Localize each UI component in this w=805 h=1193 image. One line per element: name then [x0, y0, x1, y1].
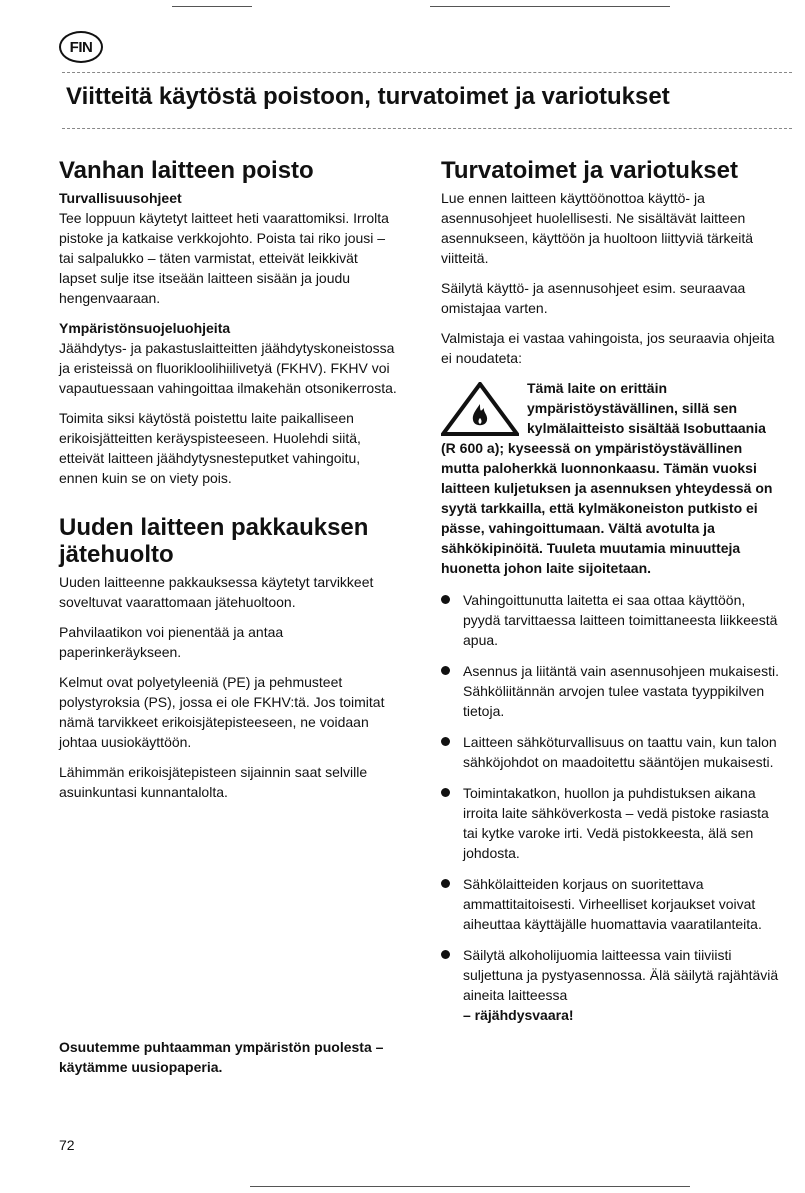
bullet-icon	[441, 950, 450, 959]
intro-paragraph-1: Lue ennen laitteen käyttöönottoa käyttö- ja asennusohjeet huolellisesti. Ne sisältävät laitteen asennukseen, käyttöön ja huoltoon liittyviä tärkeitä viitteitä.	[441, 190, 754, 266]
bullet-icon	[441, 788, 450, 797]
bullet-text: Toimintakatkon, huollon ja puhdistuksen aikana irroita laite sähköverkosta – vedä pistoke rasiasta tai kytke varoke irti. Vedä pistokkeesta, älä sen johdosta.	[463, 785, 769, 861]
right-column	[441, 157, 781, 1036]
environment-paragraph-1: Jäähdytys- ja pakastuslaitteitten jäähdytyskoneistossa ja eristeissä on fluorikloolihiilivetyä (FKHV). FKHV voi vapautuessaan vahingoittaa ilmakehän otsonikerrosta.	[59, 340, 397, 396]
left-column	[59, 157, 399, 812]
page-number: 72	[59, 1137, 75, 1153]
explosion-warning: – räjähdysvaara!	[463, 1007, 574, 1023]
scan-line-top	[172, 6, 252, 7]
safety-paragraph: Tee loppuun käytetyt laitteet heti vaarattomiksi. Irrolta pistoke ja katkaise verkkojohto. Poista tai riko jousi – tai salpalukko – täten varmistat, etteivät leikkivät lapset sulje itse itseään laitteen sisään ja joudu hengenvaaraan.	[59, 210, 389, 306]
fire-warning-icon	[441, 382, 519, 436]
bullet-icon	[441, 737, 450, 746]
banner-rule-top	[62, 72, 792, 73]
list-item	[441, 874, 781, 934]
packaging-paragraph-4: Lähimmän erikoisjätepisteen sijainnin saat selville asuinkuntasi kunnantalolta.	[59, 764, 368, 800]
list-item	[441, 661, 781, 721]
warning-text: Tämä laite on erittäin ympäristöystävällinen, sillä sen kylmälaitteisto sisältää Isobuttaania (R 600 a); kyseessä on ympäristöystävällinen mutta paloherkkä luonnonkaasu. Tämän vuoksi laitteen kuljetuksen ja asennuksen yhteydessä on syytä tarkkailla, että kylmäkoneiston putkisto ei pässe, vahingoittumaan. Vältä avotulta ja sähkökipinöitä. Tuuleta muutamia minuutteja huonetta johon laite sijoitetaan.	[441, 380, 773, 576]
banner-rule-bottom	[62, 128, 792, 129]
safety-subheading: Turvallisuusohjeet	[59, 190, 182, 206]
bullet-icon	[441, 666, 450, 675]
warning-block	[441, 378, 781, 578]
recycled-paper-note: Osuutemme puhtaamman ympäristön puolesta – käytämme uusiopaperia.	[59, 1039, 384, 1075]
packaging-paragraph-2: Pahvilaatikon voi pienentää ja antaa paperinkeräykseen.	[59, 624, 284, 660]
safety-measures-heading: Turvatoimet ja variotukset	[441, 157, 738, 184]
bullet-text: Vahingoittunutta laitetta ei saa ottaa käyttöön, pyydä tarvittaessa laitteen toimittaneesta liikkeestä apua.	[463, 592, 778, 648]
country-badge: FIN	[59, 31, 103, 63]
bullet-text: Säilytä alkoholijuomia laitteessa vain tiiviisti suljettuna ja pystyasennossa. Älä säilytä rajähtäviä aineita laitteessa	[463, 947, 779, 1003]
scan-line-top	[430, 6, 670, 7]
bullet-text: Sähkölaitteiden korjaus on suoritettava ammattitaitoisesti. Virheelliset korjaukset voivat aiheuttaa käyttäjälle huomattavia vaaratilanteita.	[463, 876, 762, 932]
bullet-text: Asennus ja liitäntä vain asennusohjeen mukaisesti. Sähköliitännän arvojen tulee vastata tyyppikilven tietoja.	[463, 663, 779, 719]
packaging-paragraph-1: Uuden laitteenne pakkauksessa käytetyt tarvikkeet soveltuvat vaarattomaan jätehuoltoon.	[59, 574, 374, 610]
safety-bullet-list	[441, 590, 781, 1025]
list-item	[441, 732, 781, 772]
intro-paragraph-3: Valmistaja ei vastaa vahingoista, jos seuraavia ohjeita ei noudateta:	[441, 330, 775, 366]
list-item	[441, 945, 781, 1025]
list-item	[441, 590, 781, 650]
bullet-icon	[441, 595, 450, 604]
list-item	[441, 783, 781, 863]
bullet-icon	[441, 879, 450, 888]
intro-paragraph-2: Säilytä käyttö- ja asennusohjeet esim. seuraavaa omistajaa varten.	[441, 280, 746, 316]
packaging-heading: Uuden laitteen pakkauksen jätehuolto	[59, 514, 369, 568]
disposal-heading: Vanhan laitteen poisto	[59, 157, 314, 184]
banner-title: Viitteitä käytöstä poistoon, turvatoimet ja variotukset	[66, 83, 670, 110]
scan-line-bottom	[250, 1186, 690, 1187]
environment-subheading: Ympäristönsuojeluohjeita	[59, 320, 231, 336]
environment-paragraph-2: Toimita siksi käytöstä poistettu laite paikalliseen erikoisjätteitten keräyspisteeseen. Huolehdi siitä, etteivät laitteen jäähdytysnesteputket vahingoitu, ennen kuin se on viety pois.	[59, 410, 361, 486]
bullet-text: Laitteen sähköturvallisuus on taattu vain, kun talon sähköjohdot on maadoitettu sääntöjen mukaisesti.	[463, 734, 777, 770]
packaging-paragraph-3: Kelmut ovat polyetyleeniä (PE) ja pehmusteet polystyroksia (PS), jossa ei ole FKHV:tä. Jos toimitat nämä tarvikkeet erikoisjätepisteeseen, ne voidaan johtaa uusiokäyttöön.	[59, 674, 385, 750]
